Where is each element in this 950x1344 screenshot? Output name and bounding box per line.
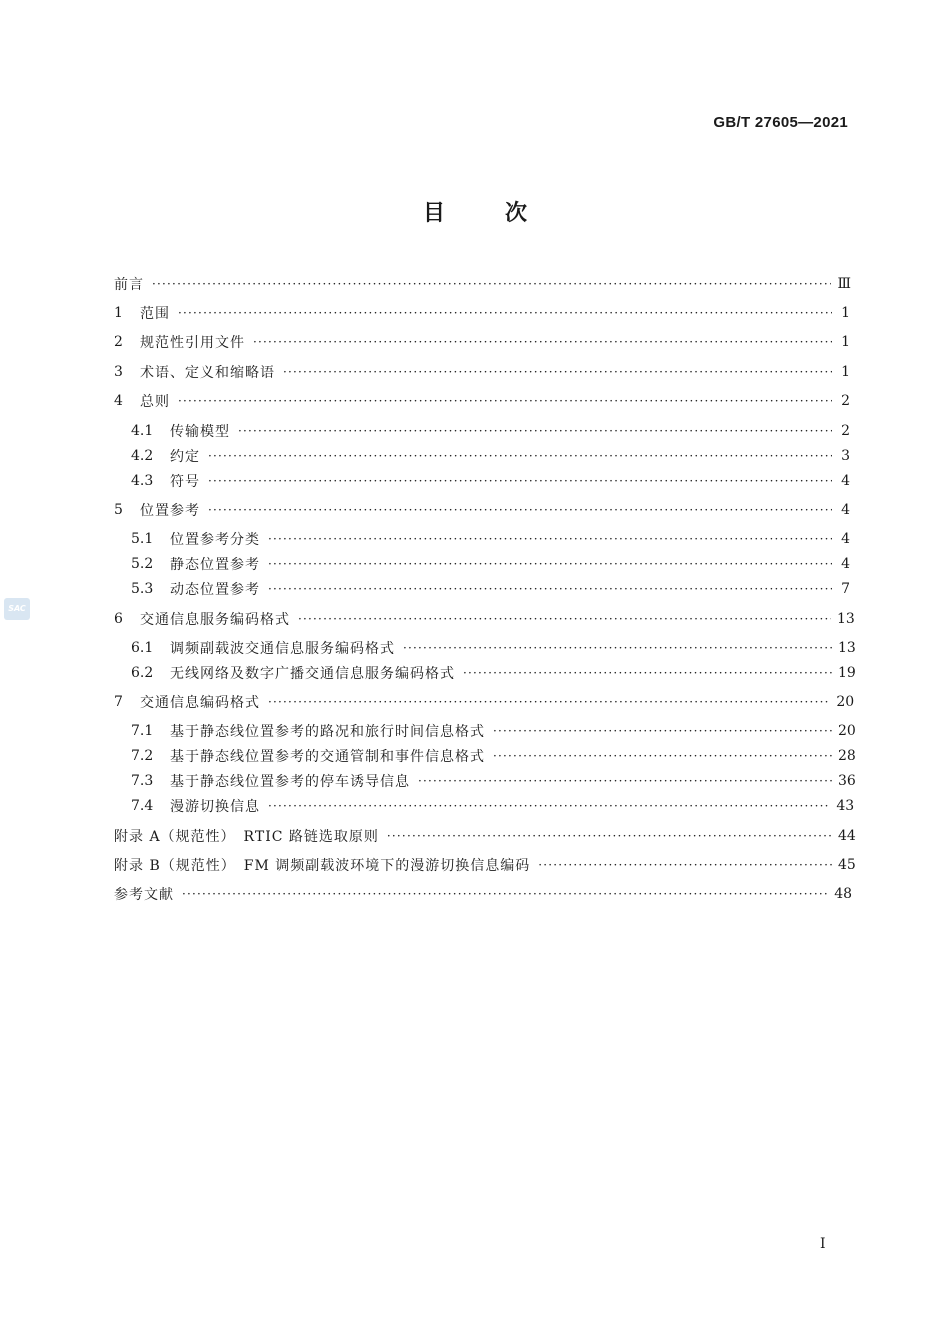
toc-entry-1[interactable] (114, 301, 850, 325)
toc-entry-number: 5.2 (131, 556, 154, 572)
toc-title-char-2: 次 (505, 201, 528, 226)
toc-entry-page: 13 (837, 611, 855, 627)
toc-entry-page: Ⅲ (837, 276, 851, 292)
toc-entry-label: 交通信息服务编码格式 (140, 612, 290, 628)
toc-entry-page: 13 (838, 640, 856, 656)
toc-entry-page: 1 (841, 364, 850, 380)
toc-entry-number: 7.3 (131, 773, 154, 789)
toc-entry-label: 附录 B（规范性） FM 调频副载波环境下的漫游切换信息编码 (114, 858, 531, 874)
toc-entry-number: 3 (114, 364, 123, 380)
toc-entry-page: 45 (838, 857, 856, 873)
toc-entry-number: 2 (114, 334, 123, 350)
toc-entry-number: 4.2 (131, 448, 154, 464)
toc-entry-7-4[interactable] (131, 794, 855, 818)
toc-entry-page: 4 (841, 556, 850, 572)
toc-entry-page: 1 (841, 305, 850, 321)
toc-leader-dots (418, 774, 832, 788)
toc-leader-dots (268, 799, 830, 813)
toc-entry-label: 总则 (140, 394, 170, 410)
toc-entry-page: 3 (841, 448, 850, 464)
toc-entry-4-3[interactable] (131, 469, 850, 493)
toc-entry-page: 4 (841, 473, 850, 489)
toc-leader-dots (182, 887, 828, 901)
toc-entry-4-1[interactable] (131, 419, 850, 443)
toc-entry-label: 漫游切换信息 (170, 799, 260, 815)
toc-entry-label: 传输模型 (170, 424, 230, 440)
toc-entry-number: 4 (114, 393, 123, 409)
toc-entry-4-2[interactable] (131, 444, 850, 468)
toc-entry-page: 48 (834, 886, 853, 902)
toc-entry-page: 20 (836, 694, 855, 710)
toc-entry-label: 范围 (140, 306, 170, 322)
toc-entry-page: 43 (836, 798, 855, 814)
toc-entry-6-1[interactable] (131, 636, 856, 660)
toc-entry-page: 1 (841, 334, 850, 350)
toc-entry-label: 参考文献 (114, 887, 174, 903)
toc-entry-5-1[interactable] (131, 527, 850, 551)
toc-entry-label: 无线网络及数字广播交通信息服务编码格式 (170, 666, 455, 682)
toc-entry-label: 调频副载波交通信息服务编码格式 (170, 641, 395, 657)
toc-entry-page: 19 (838, 665, 856, 681)
toc-entry-appendix-a[interactable] (114, 824, 856, 848)
toc-entry-appendix-b[interactable] (114, 853, 856, 877)
toc-entry-number: 7.4 (131, 798, 154, 814)
toc-entry-number: 6.2 (131, 665, 154, 681)
toc-entry-3[interactable] (114, 360, 850, 384)
toc-entry-page: 44 (838, 828, 856, 844)
toc-leader-dots (268, 582, 832, 596)
toc-entry-5[interactable] (114, 498, 850, 522)
toc-entry-5-3[interactable] (131, 577, 850, 601)
toc-leader-dots (268, 532, 832, 546)
sac-watermark-logo: SAC (4, 598, 30, 620)
toc-leader-dots (208, 449, 832, 463)
toc-entry-6-2[interactable] (131, 661, 856, 685)
toc-entry-label: 约定 (170, 449, 200, 465)
toc-entry-2[interactable] (114, 330, 850, 354)
document-code: GB/T 27605—2021 (713, 114, 848, 131)
toc-leader-dots (538, 858, 832, 872)
toc-leader-dots (178, 394, 832, 408)
toc-entry-number: 5 (114, 502, 123, 518)
toc-entry-label: 符号 (170, 474, 200, 490)
toc-entry-page: 4 (841, 531, 850, 547)
toc-leader-dots (493, 749, 832, 763)
toc-leader-dots (403, 641, 832, 655)
toc-entry-label: 规范性引用文件 (140, 335, 245, 351)
toc-entry-number: 7.2 (131, 748, 154, 764)
toc-entry-label: 位置参考 (140, 503, 200, 519)
toc-entry-7-3[interactable] (131, 769, 856, 793)
toc-entry-4[interactable] (114, 389, 850, 413)
toc-entry-label: 静态位置参考 (170, 557, 260, 573)
toc-title (0, 196, 950, 227)
page-number: I (820, 1236, 826, 1252)
toc-leader-dots (463, 666, 832, 680)
toc-leader-dots (208, 503, 832, 517)
toc-leader-dots (208, 474, 832, 488)
toc-entry-label: 附录 A（规范性） RTIC 路链选取原则 (114, 829, 379, 845)
toc-entry-7[interactable] (114, 690, 855, 714)
toc-leader-dots (268, 695, 830, 709)
toc-leader-dots (238, 424, 832, 438)
toc-entry-5-2[interactable] (131, 552, 850, 576)
toc-entry-number: 5.3 (131, 581, 154, 597)
toc-entry-6[interactable] (114, 607, 855, 631)
toc-leader-dots (178, 306, 832, 320)
toc-entry-number: 1 (114, 305, 123, 321)
toc-leader-dots (493, 724, 832, 738)
toc-entry-page: 2 (841, 423, 850, 439)
toc-entry-number: 4.1 (131, 423, 154, 439)
toc-entry-label: 交通信息编码格式 (140, 695, 260, 711)
toc-leader-dots (268, 557, 832, 571)
toc-entry-bibliography[interactable] (114, 882, 853, 906)
toc-entry-label: 前言 (114, 277, 144, 293)
toc-entry-number: 7 (114, 694, 123, 710)
toc-entry-page: 20 (838, 723, 856, 739)
toc-entry-preface[interactable] (114, 272, 850, 296)
toc-entry-7-1[interactable] (131, 719, 856, 743)
toc-entry-number: 6.1 (131, 640, 154, 656)
toc-entry-number: 6 (114, 611, 123, 627)
toc-entry-label: 基于静态线位置参考的路况和旅行时间信息格式 (170, 724, 485, 740)
toc-entry-page: 28 (838, 748, 856, 764)
toc-leader-dots (152, 277, 831, 291)
toc-entry-label: 基于静态线位置参考的交通管制和事件信息格式 (170, 749, 485, 765)
toc-entry-7-2[interactable] (131, 744, 856, 768)
toc-leader-dots (253, 335, 832, 349)
toc-entry-page: 2 (841, 393, 850, 409)
toc-leader-dots (283, 365, 832, 379)
toc-entry-number: 7.1 (131, 723, 154, 739)
toc-entry-number: 4.3 (131, 473, 154, 489)
toc-leader-dots (298, 612, 831, 626)
toc-entry-label: 术语、定义和缩略语 (140, 365, 275, 381)
toc-entry-label: 动态位置参考 (170, 582, 260, 598)
toc-entry-number: 5.1 (131, 531, 154, 547)
toc-entry-page: 4 (841, 502, 850, 518)
toc-entry-label: 基于静态线位置参考的停车诱导信息 (170, 774, 410, 790)
toc-entry-page: 7 (841, 581, 850, 597)
toc-leader-dots (387, 829, 832, 843)
toc-entry-label: 位置参考分类 (170, 532, 260, 548)
toc-entry-page: 36 (838, 773, 856, 789)
toc-title-char-1: 目 (422, 201, 445, 226)
